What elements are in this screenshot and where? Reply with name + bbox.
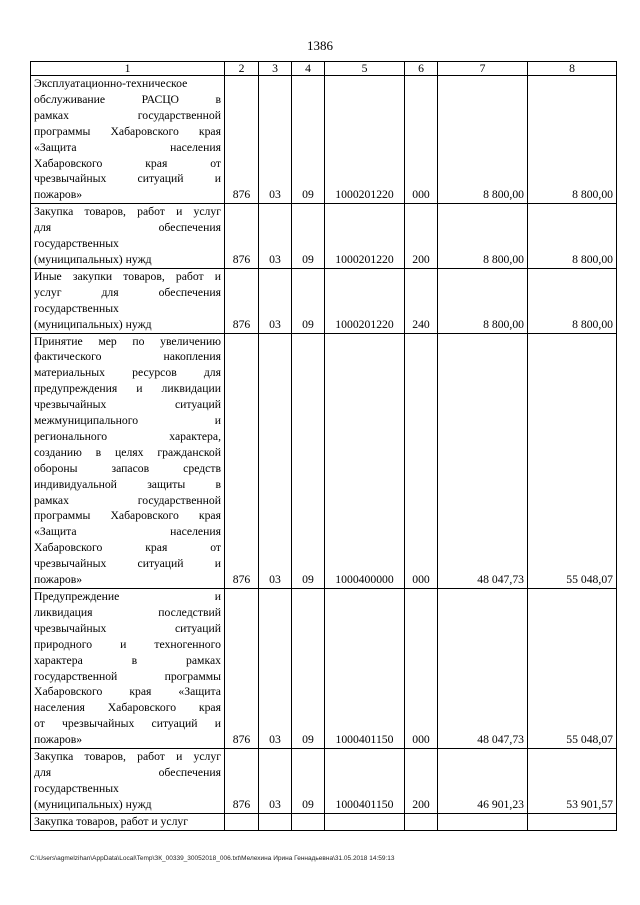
section-code-cell: 03 bbox=[259, 204, 292, 269]
expense-type-cell: 000 bbox=[405, 76, 438, 204]
description-line: чрезвычайных ситуаций и bbox=[34, 557, 221, 571]
amount-year2-cell: 53 901,57 bbox=[528, 749, 617, 814]
target-article-cell: 1000201220 bbox=[325, 204, 405, 269]
description-line: созданию в целях гражданской bbox=[34, 445, 221, 459]
description-line: Закупка товаров, работ и услуг bbox=[34, 814, 189, 828]
amount-year2-cell: 8 800,00 bbox=[528, 76, 617, 204]
description-line: пожаров» bbox=[34, 188, 83, 202]
budget-table bbox=[30, 61, 617, 831]
footer-file-path: C:\Users\agmelzihan\AppData\Local\Temp\ЗК_00339_30052018_006.txt\Мелехина Ирина Геннадьевна\31.05.2018 14:59:13 bbox=[30, 855, 395, 862]
description-line: Предупреждение и bbox=[34, 590, 221, 603]
amount-year1-cell: 48 047,73 bbox=[438, 333, 528, 589]
row-description bbox=[31, 813, 225, 830]
description-line: населения Хабаровского края bbox=[34, 701, 221, 715]
description-line: индивидуальной защиты в bbox=[34, 477, 221, 491]
table-row bbox=[31, 333, 617, 589]
description-line: услуг для обеспечения bbox=[34, 285, 221, 299]
description-line: чрезвычайных ситуаций bbox=[34, 621, 221, 635]
description-line: регионального характера, bbox=[34, 429, 221, 443]
description-line: (муниципальных) нужд bbox=[34, 317, 152, 331]
expense-type-cell: 200 bbox=[405, 204, 438, 269]
description-line: государственных bbox=[34, 301, 119, 315]
column-header: 2 bbox=[225, 62, 259, 76]
row-description bbox=[31, 204, 225, 269]
description-line: Принятие мер по увеличению bbox=[34, 334, 221, 348]
description-line: материальных ресурсов для bbox=[34, 366, 221, 380]
table-row bbox=[31, 268, 617, 333]
subsection-code-cell bbox=[292, 813, 325, 830]
amount-year2-cell bbox=[528, 813, 617, 830]
description-line: рамках государственной bbox=[34, 493, 221, 507]
target-article-cell bbox=[325, 813, 405, 830]
description-line: Закупка товаров, работ и услуг bbox=[34, 750, 221, 764]
description-line: чрезвычайных ситуаций bbox=[34, 398, 221, 412]
column-header: 4 bbox=[292, 62, 325, 76]
table-row bbox=[31, 76, 617, 204]
description-line: обслуживание РАСЦО в bbox=[34, 92, 221, 106]
description-line: (муниципальных) нужд bbox=[34, 252, 152, 266]
column-header: 1 bbox=[31, 62, 225, 76]
amount-year2-cell: 8 800,00 bbox=[528, 204, 617, 269]
description-line: характера в рамках bbox=[34, 653, 221, 667]
budget-code-cell: 876 bbox=[225, 268, 259, 333]
description-line: пожаров» bbox=[34, 733, 83, 747]
subsection-code-cell: 09 bbox=[292, 333, 325, 589]
target-article-cell: 1000201220 bbox=[325, 76, 405, 204]
section-code-cell: 03 bbox=[259, 333, 292, 589]
table-row bbox=[31, 749, 617, 814]
amount-year1-cell: 8 800,00 bbox=[438, 76, 528, 204]
subsection-code-cell: 09 bbox=[292, 749, 325, 814]
description-line: рамках государственной bbox=[34, 108, 221, 122]
amount-year1-cell: 46 901,23 bbox=[438, 749, 528, 814]
column-header: 7 bbox=[438, 62, 528, 76]
expense-type-cell: 240 bbox=[405, 268, 438, 333]
description-line: государственных bbox=[34, 781, 119, 795]
table-row bbox=[31, 813, 617, 830]
description-line: межмуниципального и bbox=[34, 414, 221, 428]
description-line: фактического накопления bbox=[34, 350, 221, 364]
amount-year2-cell: 8 800,00 bbox=[528, 268, 617, 333]
description-line: природного и техногенного bbox=[34, 637, 221, 651]
description-line: предупреждения и ликвидации bbox=[34, 382, 221, 396]
description-line: государственных bbox=[34, 237, 119, 251]
section-code-cell: 03 bbox=[259, 749, 292, 814]
section-code-cell: 03 bbox=[259, 589, 292, 749]
expense-type-cell: 000 bbox=[405, 589, 438, 749]
table-header-row bbox=[31, 62, 617, 76]
description-line: Эксплуатационно-техническое bbox=[34, 77, 188, 90]
budget-code-cell: 876 bbox=[225, 589, 259, 749]
column-header: 8 bbox=[528, 62, 617, 76]
target-article-cell: 1000400000 bbox=[325, 333, 405, 589]
table-row bbox=[31, 204, 617, 269]
subsection-code-cell: 09 bbox=[292, 76, 325, 204]
description-line: для обеспечения bbox=[34, 765, 221, 779]
description-line: программы Хабаровского края bbox=[34, 509, 221, 523]
amount-year1-cell: 8 800,00 bbox=[438, 204, 528, 269]
section-code-cell: 03 bbox=[259, 268, 292, 333]
budget-code-cell: 876 bbox=[225, 76, 259, 204]
description-line: программы Хабаровского края bbox=[34, 124, 221, 138]
target-article-cell: 1000201220 bbox=[325, 268, 405, 333]
description-line: Хабаровского края от bbox=[34, 541, 221, 555]
description-line: обороны запасов средств bbox=[34, 461, 221, 475]
budget-code-cell: 876 bbox=[225, 333, 259, 589]
description-line: чрезвычайных ситуаций и bbox=[34, 172, 221, 186]
description-line: Иные закупки товаров, работ и bbox=[34, 269, 221, 283]
subsection-code-cell: 09 bbox=[292, 589, 325, 749]
target-article-cell: 1000401150 bbox=[325, 589, 405, 749]
table-row bbox=[31, 589, 617, 749]
subsection-code-cell: 09 bbox=[292, 268, 325, 333]
description-line: «Защита населения bbox=[34, 525, 221, 539]
description-line: Хабаровского края от bbox=[34, 156, 221, 170]
column-header: 6 bbox=[405, 62, 438, 76]
row-description bbox=[31, 749, 225, 814]
row-description bbox=[31, 589, 225, 749]
description-line: Хабаровского края «Защита bbox=[34, 685, 221, 699]
amount-year1-cell: 8 800,00 bbox=[438, 268, 528, 333]
description-line: «Защита населения bbox=[34, 140, 221, 154]
section-code-cell: 03 bbox=[259, 76, 292, 204]
budget-code-cell bbox=[225, 813, 259, 830]
page-number: 1386 bbox=[307, 38, 333, 53]
amount-year1-cell: 48 047,73 bbox=[438, 589, 528, 749]
description-line: государственной программы bbox=[34, 669, 221, 683]
description-line: Закупка товаров, работ и услуг bbox=[34, 205, 221, 219]
column-header: 3 bbox=[259, 62, 292, 76]
expense-type-cell: 200 bbox=[405, 749, 438, 814]
amount-year2-cell: 55 048,07 bbox=[528, 589, 617, 749]
subsection-code-cell: 09 bbox=[292, 204, 325, 269]
row-description bbox=[31, 333, 225, 589]
budget-code-cell: 876 bbox=[225, 204, 259, 269]
description-line: ликвидация последствий bbox=[34, 605, 221, 619]
description-line: (муниципальных) нужд bbox=[34, 797, 152, 811]
expense-type-cell bbox=[405, 813, 438, 830]
budget-code-cell: 876 bbox=[225, 749, 259, 814]
section-code-cell bbox=[259, 813, 292, 830]
description-line: от чрезвычайных ситуаций и bbox=[34, 717, 221, 731]
expense-type-cell: 000 bbox=[405, 333, 438, 589]
row-description bbox=[31, 268, 225, 333]
description-line: для обеспечения bbox=[34, 221, 221, 235]
amount-year2-cell: 55 048,07 bbox=[528, 333, 617, 589]
target-article-cell: 1000401150 bbox=[325, 749, 405, 814]
description-line: пожаров» bbox=[34, 573, 83, 587]
column-header: 5 bbox=[325, 62, 405, 76]
row-description bbox=[31, 76, 225, 204]
amount-year1-cell bbox=[438, 813, 528, 830]
